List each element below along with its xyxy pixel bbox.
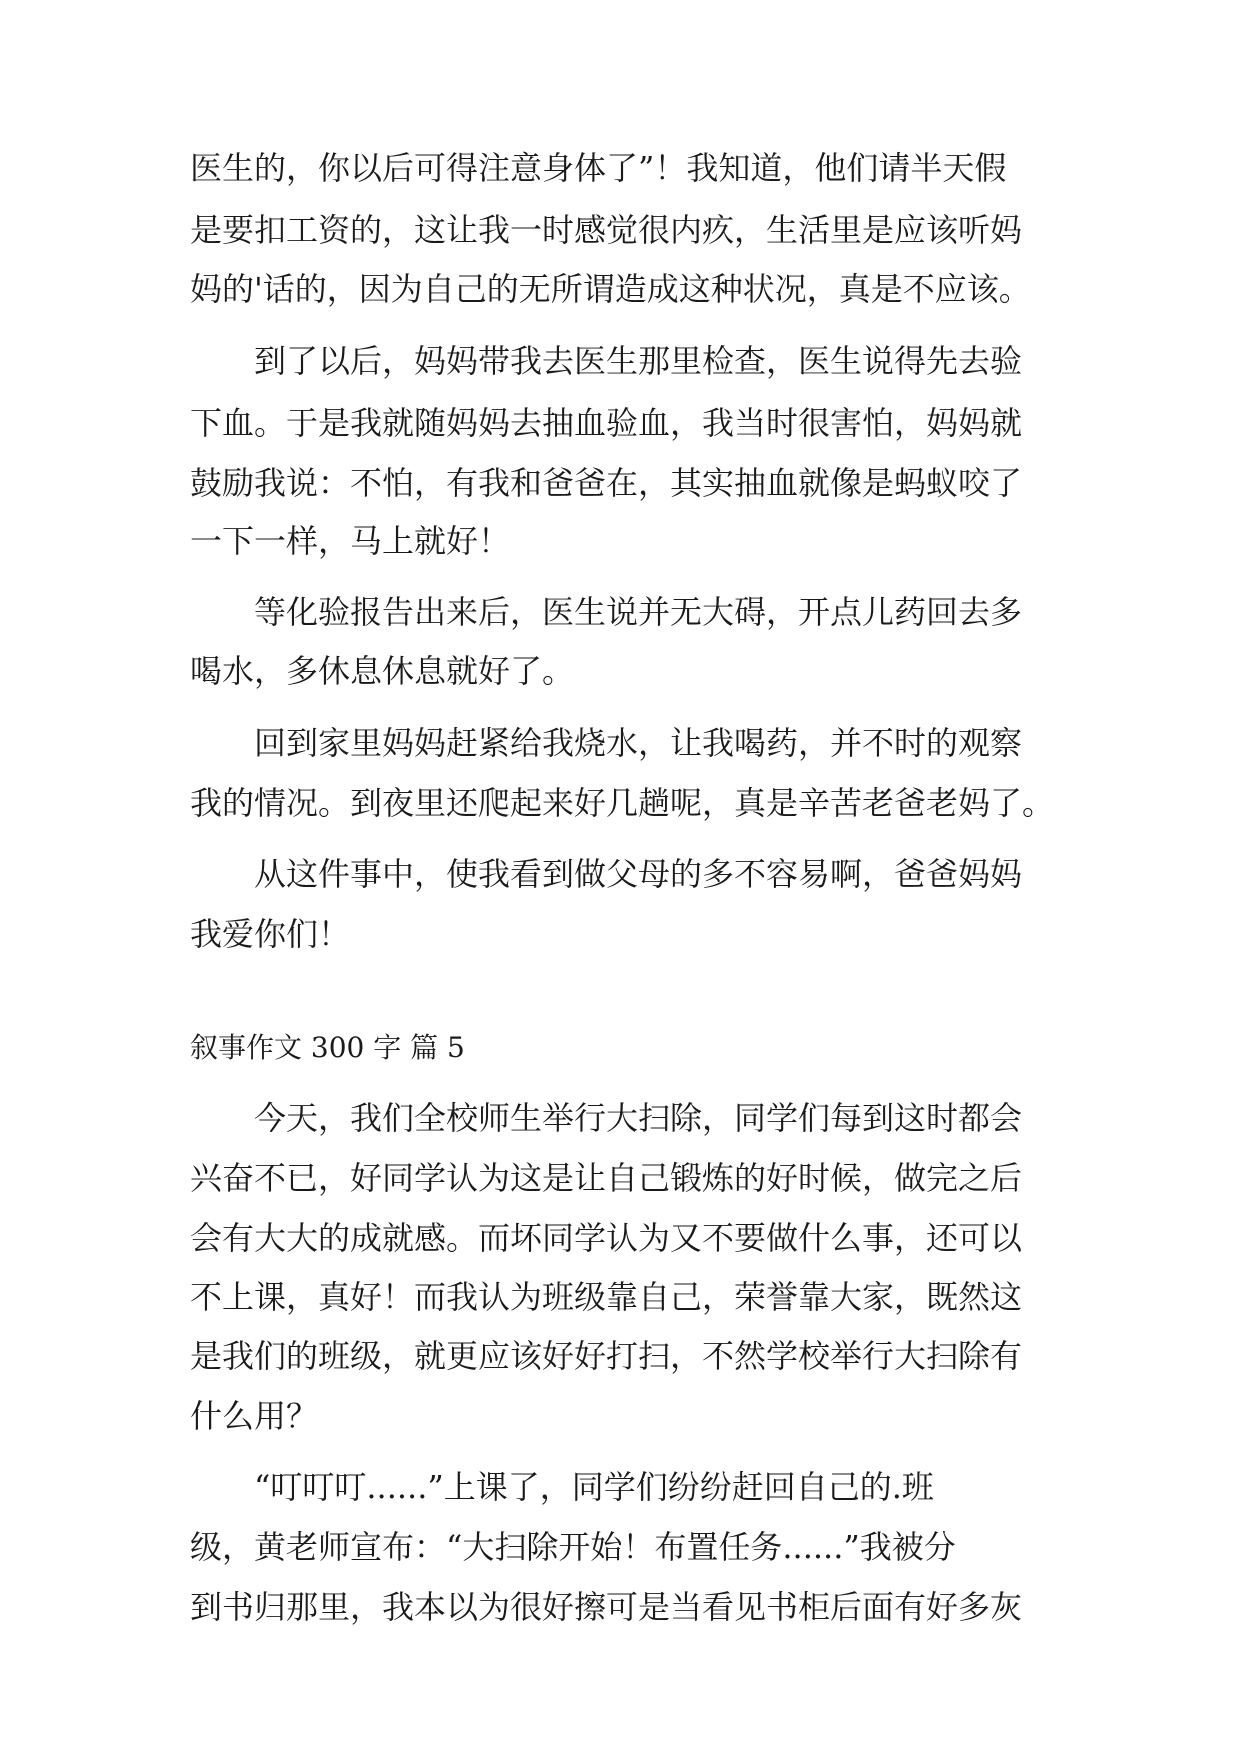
text-line: 回到家里妈妈赶紧给我烧水，让我喝药，并不时的观察: [190, 724, 1023, 762]
text-line: 什么用？: [190, 1397, 319, 1435]
text-line: 我的情况。到夜里还爬起来好几趟呢，真是辛苦老爸老妈了。: [190, 784, 1055, 822]
text-line: 下血。于是我就随妈妈去抽血验血，我当时很害怕，妈妈就: [190, 404, 1023, 442]
text-line: 医生的，你以后可得注意身体了”！我知道，他们请半天假: [190, 149, 1007, 187]
section-heading: 叙事作文 300 字 篇 5: [190, 1031, 465, 1064]
text-line: 级，黄老师宣布：“大扫除开始！布置任务......”我被分: [190, 1528, 956, 1566]
text-line: 妈的'话的，因为自己的无所谓造成这种状况，真是不应该。: [190, 270, 1031, 308]
text-line: 是要扣工资的，这让我一时感觉很内疚，生活里是应该听妈: [190, 211, 1023, 249]
text-line: 不上课，真好！而我认为班级靠自己，荣誉靠大家，既然这: [190, 1278, 1023, 1316]
text-line: 到了以后，妈妈带我去医生那里检查，医生说得先去验: [190, 342, 1023, 380]
text-line: 会有大大的成就感。而坏同学认为又不要做什么事，还可以: [190, 1219, 1023, 1257]
text-line: 今天，我们全校师生举行大扫除，同学们每到这时都会: [190, 1099, 1023, 1137]
text-line: 兴奋不已，好同学认为这是让自己锻炼的好时候，做完之后: [190, 1159, 1023, 1197]
text-line: 从这件事中，使我看到做父母的多不容易啊，爸爸妈妈: [190, 855, 1023, 893]
text-line: “叮叮叮......”上课了，同学们纷纷赶回自己的.班: [190, 1468, 934, 1506]
text-line: 是我们的班级，就更应该好好打扫，不然学校举行大扫除有: [190, 1337, 1023, 1375]
text-line: 鼓励我说：不怕，有我和爸爸在，其实抽血就像是蚂蚁咬了: [190, 464, 1023, 502]
text-line: 等化验报告出来后，医生说并无大碍，开点儿药回去多: [190, 593, 1023, 631]
text-line: 一下一样，马上就好！: [190, 522, 511, 560]
text-line: 喝水，多休息休息就好了。: [190, 652, 575, 690]
text-line: 我爱你们！: [190, 915, 351, 953]
text-line: 到书归那里，我本以为很好擦可是当看见书柜后面有好多灰: [190, 1588, 1023, 1626]
